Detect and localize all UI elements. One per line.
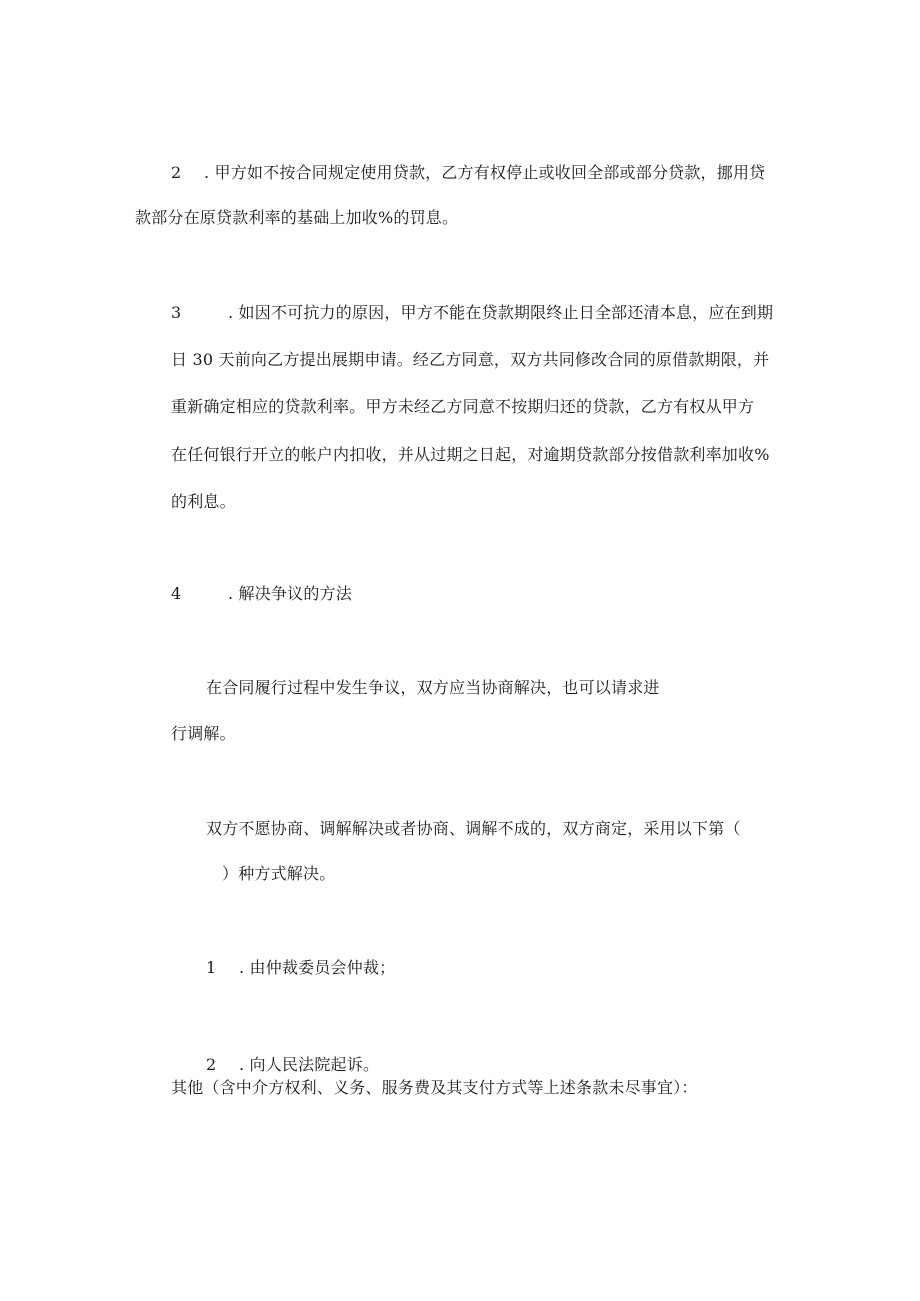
option-1	[206, 958, 395, 978]
clause-2-line-1	[171, 163, 765, 183]
clause-3-number: 3	[171, 303, 182, 322]
dispute-para-1-line-2: 行调解。	[171, 724, 236, 743]
clause-4-title: . 解决争议的方法	[227, 584, 352, 603]
option-1-text: . 由仲裁委员会仲裁；	[238, 958, 396, 977]
clause-2-number: 2	[171, 163, 182, 182]
dispute-para-2-line-2: ）种方式解决。	[222, 864, 336, 883]
clause-4-number: 4	[171, 584, 182, 603]
option-2-number: 2	[206, 1055, 217, 1074]
other-clause: 其他（含中介方权利、义务、服务费及其支付方式等上述条款未尽事宜）：	[171, 1078, 698, 1097]
clause-3-line-1	[171, 303, 773, 323]
clause-3-line-3: 重新确定相应的贷款利率。甲方未经乙方同意不按期归还的贷款，乙方有权从甲方	[171, 397, 755, 416]
option-2	[206, 1055, 379, 1075]
option-2-text: . 向人民法院起诉。	[238, 1055, 380, 1074]
clause-2-text-1: . 甲方如不按合同规定使用贷款，乙方有权停止或收回全部或部分贷款，挪用贷	[203, 163, 766, 182]
clause-2-line-2: 款部分在原贷款利率的基础上加收%的罚息。	[135, 208, 459, 227]
dispute-para-1-line-1: 在合同履行过程中发生争议，双方应当协商解决，也可以请求进	[206, 678, 660, 697]
clause-3-text-1: . 如因不可抗力的原因，甲方不能在贷款期限终止日全部还清本息，应在到期	[227, 303, 774, 322]
clause-3-line-4: 在任何银行开立的帐户内扣收，并从过期之日起，对逾期贷款部分按借款利率加收%	[171, 445, 770, 464]
clause-3-line-5: 的利息。	[171, 492, 236, 511]
clause-4-heading	[171, 584, 352, 604]
dispute-para-2-line-1: 双方不愿协商、调解解决或者协商、调解不成的，双方商定，采用以下第（	[206, 819, 741, 838]
clause-3-line-2: 日 30 天前向乙方提出展期申请。经乙方同意，双方共同修改合同的原借款期限，并	[171, 350, 770, 369]
option-1-number: 1	[206, 958, 217, 977]
